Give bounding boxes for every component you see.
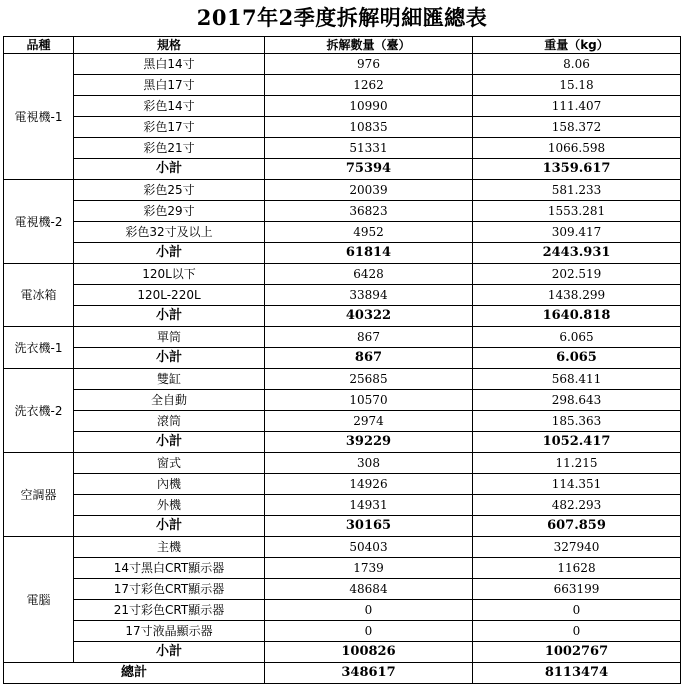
spec-cell: 主機 [74,537,265,558]
qty-cell: 10990 [265,96,473,117]
spec-cell: 彩色25寸 [74,180,265,201]
summary-table [3,36,681,684]
weight-cell: 8.06 [473,54,681,75]
spec-cell: 單筒 [74,327,265,348]
spec-cell: 內機 [74,474,265,495]
qty-cell: 4952 [265,222,473,243]
subtotal-weight: 1002767 [473,642,681,663]
weight-cell: 15.18 [473,75,681,96]
subtotal-qty: 100826 [265,642,473,663]
spec-cell: 滾筒 [74,411,265,432]
table-row [4,117,681,138]
table-row [4,600,681,621]
grand-total-label: 總計 [4,663,265,684]
qty-cell: 10570 [265,390,473,411]
table-row [4,264,681,285]
subtotal-row [4,348,681,369]
table-row [4,96,681,117]
weight-cell: 185.363 [473,411,681,432]
subtotal-weight: 1359.617 [473,159,681,180]
subtotal-label: 小計 [74,159,265,180]
qty-cell: 0 [265,621,473,642]
spec-cell: 窗式 [74,453,265,474]
table-row [4,201,681,222]
subtotal-weight: 1052.417 [473,432,681,453]
subtotal-weight: 607.859 [473,516,681,537]
table-row [4,285,681,306]
weight-cell: 482.293 [473,495,681,516]
header-row [4,37,681,54]
weight-cell: 1066.598 [473,138,681,159]
subtotal-row [4,306,681,327]
qty-cell: 1739 [265,558,473,579]
subtotal-row [4,159,681,180]
table-row [4,579,681,600]
header-qty: 拆解數量（臺） [265,37,473,54]
table-row [4,138,681,159]
subtotal-qty: 39229 [265,432,473,453]
weight-cell: 1438.299 [473,285,681,306]
weight-cell: 581.233 [473,180,681,201]
weight-cell: 11.215 [473,453,681,474]
weight-cell: 0 [473,621,681,642]
qty-cell: 20039 [265,180,473,201]
spec-cell: 黑白17寸 [74,75,265,96]
subtotal-qty: 75394 [265,159,473,180]
table-row [4,327,681,348]
subtotal-weight: 6.065 [473,348,681,369]
table-row [4,495,681,516]
spec-cell: 120L以下 [74,264,265,285]
category-cell: 空調器 [4,453,74,537]
qty-cell: 33894 [265,285,473,306]
grand-total-weight: 8113474 [473,663,681,684]
weight-cell: 568.411 [473,369,681,390]
header-category: 品種 [4,37,74,54]
qty-cell: 1262 [265,75,473,96]
subtotal-row [4,642,681,663]
table-row [4,222,681,243]
qty-cell: 0 [265,600,473,621]
table-row [4,180,681,201]
spec-cell: 黑白14寸 [74,54,265,75]
qty-cell: 976 [265,54,473,75]
subtotal-qty: 30165 [265,516,473,537]
table-row [4,390,681,411]
qty-cell: 48684 [265,579,473,600]
spec-cell: 17寸液晶顯示器 [74,621,265,642]
spec-cell: 21寸彩色CRT顯示器 [74,600,265,621]
table-row [4,474,681,495]
spec-cell: 120L-220L [74,285,265,306]
table-body [4,54,681,684]
grand-total-row [4,663,681,684]
qty-cell: 25685 [265,369,473,390]
spec-cell: 彩色14寸 [74,96,265,117]
weight-cell: 114.351 [473,474,681,495]
subtotal-qty: 61814 [265,243,473,264]
spec-cell: 外機 [74,495,265,516]
spec-cell: 彩色17寸 [74,117,265,138]
category-cell: 洗衣機-1 [4,327,74,369]
category-cell: 電冰箱 [4,264,74,327]
weight-cell: 158.372 [473,117,681,138]
table-row [4,75,681,96]
qty-cell: 14931 [265,495,473,516]
spec-cell: 雙缸 [74,369,265,390]
table-row [4,369,681,390]
subtotal-row [4,243,681,264]
weight-cell: 11628 [473,558,681,579]
subtotal-label: 小計 [74,306,265,327]
qty-cell: 6428 [265,264,473,285]
category-cell: 電腦 [4,537,74,663]
subtotal-label: 小計 [74,432,265,453]
table-row [4,537,681,558]
qty-cell: 14926 [265,474,473,495]
subtotal-qty: 40322 [265,306,473,327]
subtotal-label: 小計 [74,243,265,264]
spec-cell: 彩色32寸及以上 [74,222,265,243]
subtotal-weight: 2443.931 [473,243,681,264]
weight-cell: 309.417 [473,222,681,243]
qty-cell: 36823 [265,201,473,222]
weight-cell: 111.407 [473,96,681,117]
weight-cell: 6.065 [473,327,681,348]
spec-cell: 彩色21寸 [74,138,265,159]
category-cell: 電視機-2 [4,180,74,264]
category-cell: 洗衣機-2 [4,369,74,453]
grand-total-qty: 348617 [265,663,473,684]
category-cell: 電視機-1 [4,54,74,180]
subtotal-row [4,432,681,453]
qty-cell: 51331 [265,138,473,159]
spec-cell: 彩色29寸 [74,201,265,222]
table-row [4,411,681,432]
subtotal-weight: 1640.818 [473,306,681,327]
table-row [4,621,681,642]
header-weight: 重量（kg） [473,37,681,54]
page-title: 2017年2季度拆解明細匯總表 [196,5,488,30]
subtotal-qty: 867 [265,348,473,369]
header-spec: 規格 [74,37,265,54]
subtotal-row [4,516,681,537]
subtotal-label: 小計 [74,642,265,663]
weight-cell: 298.643 [473,390,681,411]
weight-cell: 663199 [473,579,681,600]
table-row [4,558,681,579]
spec-cell: 全自動 [74,390,265,411]
table-row [4,54,681,75]
qty-cell: 50403 [265,537,473,558]
subtotal-label: 小計 [74,516,265,537]
weight-cell: 202.519 [473,264,681,285]
table-row [4,453,681,474]
spec-cell: 14寸黑白CRT顯示器 [74,558,265,579]
qty-cell: 2974 [265,411,473,432]
qty-cell: 867 [265,327,473,348]
weight-cell: 327940 [473,537,681,558]
qty-cell: 308 [265,453,473,474]
qty-cell: 10835 [265,117,473,138]
weight-cell: 0 [473,600,681,621]
spec-cell: 17寸彩色CRT顯示器 [74,579,265,600]
weight-cell: 1553.281 [473,201,681,222]
subtotal-label: 小計 [74,348,265,369]
